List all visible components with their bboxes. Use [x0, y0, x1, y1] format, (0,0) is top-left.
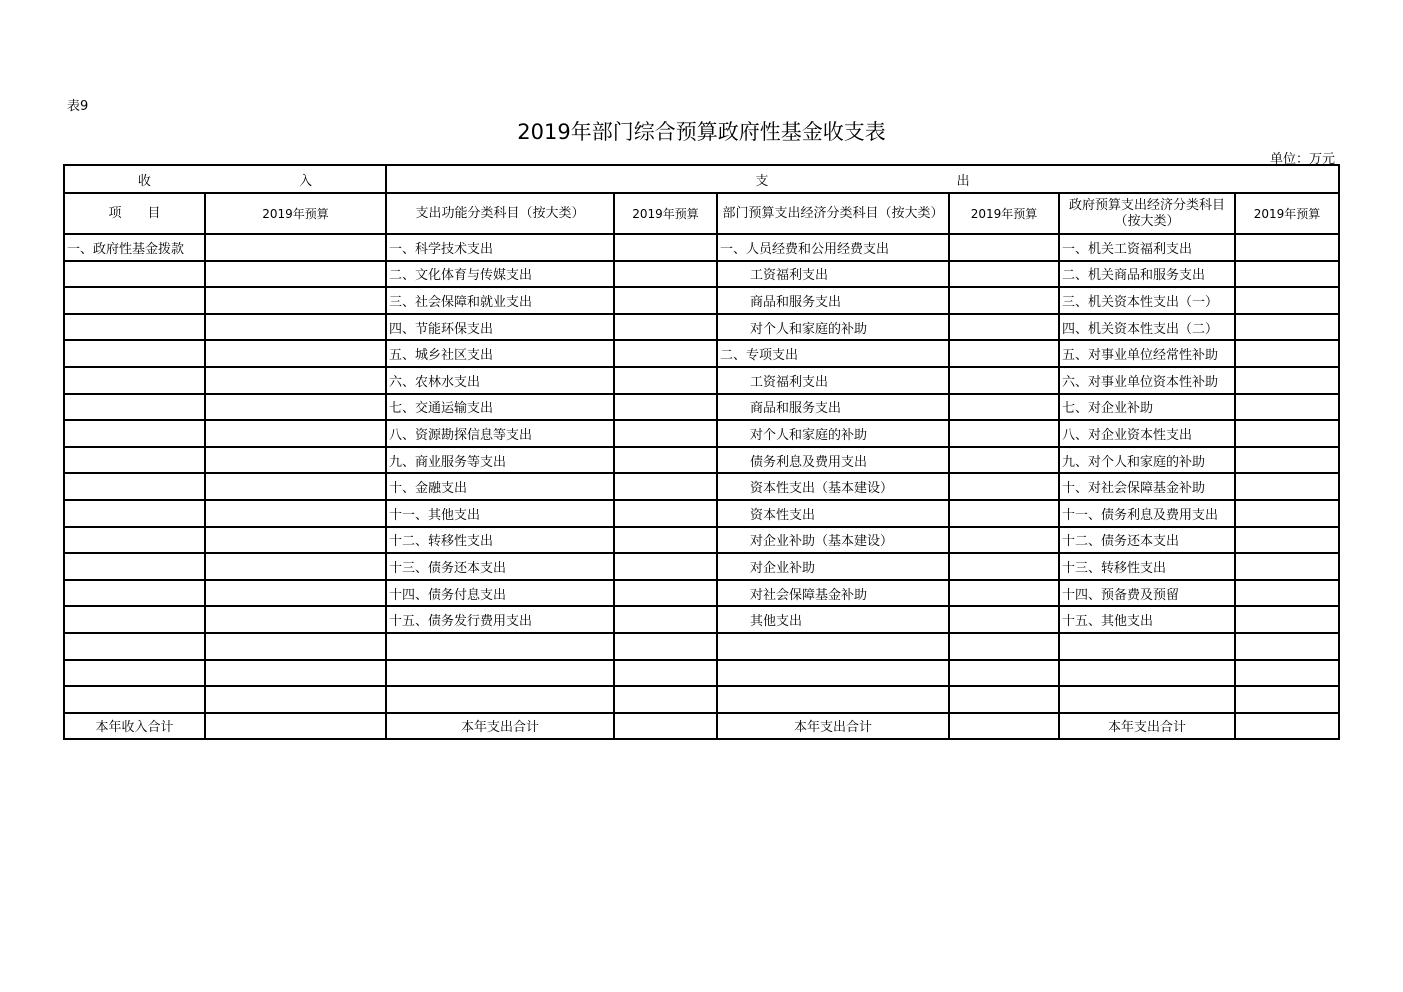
functional-item-cell: 九、商业服务等支出 — [386, 447, 614, 474]
gov-budget-cell — [1235, 527, 1339, 554]
dept-budget-cell — [949, 500, 1059, 527]
income-item-cell — [64, 660, 205, 687]
income-budget-cell — [205, 633, 386, 660]
functional-item-cell: 五、城乡社区支出 — [386, 340, 614, 367]
income-item-cell: 一、政府性基金拨款 — [64, 234, 205, 261]
dept-economic-item-cell: 商品和服务支出 — [717, 394, 949, 421]
table-row — [64, 606, 1339, 633]
dept-economic-item-cell: 工资福利支出 — [717, 367, 949, 394]
income-budget-cell — [205, 394, 386, 421]
gov-budget-cell — [1235, 234, 1339, 261]
dept-budget-cell — [949, 527, 1059, 554]
income-item-cell — [64, 367, 205, 394]
table-number-label: 表9 — [67, 99, 89, 114]
functional-item-cell: 八、资源勘探信息等支出 — [386, 420, 614, 447]
dept-economic-item-cell: 对个人和家庭的补助 — [717, 314, 949, 341]
gov-economic-item-cell — [1059, 686, 1235, 713]
functional-item-cell: 十五、债务发行费用支出 — [386, 606, 614, 633]
dept-total-label: 本年支出合计 — [717, 713, 949, 740]
functional-budget-cell — [614, 660, 717, 687]
income-budget-cell — [205, 340, 386, 367]
functional-item-cell: 十二、转移性支出 — [386, 527, 614, 554]
dept-budget-cell — [949, 367, 1059, 394]
gov-economic-item-cell: 六、对事业单位资本性补助 — [1059, 367, 1235, 394]
gov-total-label: 本年支出合计 — [1059, 713, 1235, 740]
col-header-functional-budget: 2019年预算 — [614, 193, 717, 234]
dept-budget-cell — [949, 420, 1059, 447]
functional-budget-cell — [614, 527, 717, 554]
gov-budget-cell — [1235, 633, 1339, 660]
functional-item-cell: 一、科学技术支出 — [386, 234, 614, 261]
functional-budget-cell — [614, 340, 717, 367]
income-item-cell — [64, 606, 205, 633]
dept-economic-item-cell: 对社会保障基金补助 — [717, 580, 949, 607]
income-budget-cell — [205, 473, 386, 500]
expense-group-char-1: 支 — [755, 173, 769, 189]
document-title: 2019年部门综合预算政府性基金收支表 — [517, 120, 886, 144]
gov-economic-item-cell — [1059, 660, 1235, 687]
gov-economic-item-cell: 十四、预备费及预留 — [1059, 580, 1235, 607]
dept-budget-cell — [949, 261, 1059, 288]
expense-group-header — [386, 165, 1339, 193]
functional-item-cell: 二、文化体育与传媒支出 — [386, 261, 614, 288]
income-budget-cell — [205, 686, 386, 713]
gov-economic-item-cell: 十五、其他支出 — [1059, 606, 1235, 633]
income-budget-cell — [205, 580, 386, 607]
functional-budget-cell — [614, 500, 717, 527]
functional-budget-cell — [614, 394, 717, 421]
table-row — [64, 527, 1339, 554]
income-item-cell — [64, 340, 205, 367]
income-budget-cell — [205, 367, 386, 394]
dept-economic-item-cell: 对企业补助（基本建设） — [717, 527, 949, 554]
col-header-functional: 支出功能分类科目（按大类） — [386, 193, 614, 234]
functional-item-cell: 十四、债务付息支出 — [386, 580, 614, 607]
gov-budget-cell — [1235, 580, 1339, 607]
table-row — [64, 500, 1339, 527]
functional-budget-cell — [614, 473, 717, 500]
income-budget-cell — [205, 234, 386, 261]
income-budget-cell — [205, 447, 386, 474]
income-item-cell — [64, 500, 205, 527]
income-budget-cell — [205, 500, 386, 527]
income-total-value — [205, 713, 386, 740]
table-row — [64, 314, 1339, 341]
col-header-income-budget: 2019年预算 — [205, 193, 386, 234]
table-row — [64, 340, 1339, 367]
functional-budget-cell — [614, 234, 717, 261]
table-row — [64, 261, 1339, 288]
dept-budget-cell — [949, 447, 1059, 474]
dept-budget-cell — [949, 686, 1059, 713]
table-row — [64, 580, 1339, 607]
col-header-gov-budget: 2019年预算 — [1235, 193, 1339, 234]
dept-budget-cell — [949, 287, 1059, 314]
dept-budget-cell — [949, 340, 1059, 367]
gov-economic-item-cell: 七、对企业补助 — [1059, 394, 1235, 421]
functional-item-cell: 七、交通运输支出 — [386, 394, 614, 421]
gov-economic-item-cell: 十、对社会保障基金补助 — [1059, 473, 1235, 500]
dept-budget-cell — [949, 314, 1059, 341]
gov-budget-cell — [1235, 686, 1339, 713]
dept-budget-cell — [949, 394, 1059, 421]
totals-row — [64, 713, 1339, 740]
table-row — [64, 287, 1339, 314]
table-row — [64, 633, 1339, 660]
income-item-cell — [64, 527, 205, 554]
gov-budget-cell — [1235, 367, 1339, 394]
gov-total-value — [1235, 713, 1339, 740]
functional-total-value — [614, 713, 717, 740]
table-row — [64, 234, 1339, 261]
gov-budget-cell — [1235, 553, 1339, 580]
dept-economic-item-cell — [717, 633, 949, 660]
functional-total-label: 本年支出合计 — [386, 713, 614, 740]
column-header-row — [64, 193, 1339, 234]
col-header-item: 项 目 — [64, 193, 205, 234]
gov-economic-item-cell: 十三、转移性支出 — [1059, 553, 1235, 580]
functional-item-cell: 四、节能环保支出 — [386, 314, 614, 341]
dept-total-value — [949, 713, 1059, 740]
gov-budget-cell — [1235, 500, 1339, 527]
income-item-cell — [64, 287, 205, 314]
income-group-char-1: 收 — [137, 173, 151, 189]
gov-economic-item-cell: 十二、债务还本支出 — [1059, 527, 1235, 554]
gov-budget-cell — [1235, 340, 1339, 367]
gov-economic-item-cell: 四、机关资本性支出（二） — [1059, 314, 1235, 341]
dept-budget-cell — [949, 234, 1059, 261]
table-row — [64, 553, 1339, 580]
income-budget-cell — [205, 527, 386, 554]
dept-economic-item-cell — [717, 660, 949, 687]
functional-budget-cell — [614, 580, 717, 607]
functional-budget-cell — [614, 287, 717, 314]
gov-budget-cell — [1235, 261, 1339, 288]
unit-label: 单位：万元 — [1269, 152, 1335, 167]
functional-item-cell: 三、社会保障和就业支出 — [386, 287, 614, 314]
functional-item-cell — [386, 686, 614, 713]
dept-economic-item-cell: 资本性支出 — [717, 500, 949, 527]
gov-economic-item-cell: 五、对事业单位经常性补助 — [1059, 340, 1235, 367]
gov-economic-item-cell: 三、机关资本性支出（一） — [1059, 287, 1235, 314]
functional-budget-cell — [614, 261, 717, 288]
gov-economic-item-cell: 八、对企业资本性支出 — [1059, 420, 1235, 447]
expense-group-char-2: 出 — [956, 173, 970, 189]
income-item-cell — [64, 473, 205, 500]
dept-economic-item-cell — [717, 686, 949, 713]
budget-table — [63, 164, 1340, 740]
income-item-cell — [64, 633, 205, 660]
dept-economic-item-cell: 工资福利支出 — [717, 261, 949, 288]
functional-item-cell: 十一、其他支出 — [386, 500, 614, 527]
gov-budget-cell — [1235, 314, 1339, 341]
functional-budget-cell — [614, 314, 717, 341]
dept-budget-cell — [949, 633, 1059, 660]
table-row — [64, 394, 1339, 421]
table-row — [64, 447, 1339, 474]
functional-item-cell — [386, 633, 614, 660]
functional-item-cell: 十、金融支出 — [386, 473, 614, 500]
income-budget-cell — [205, 606, 386, 633]
income-item-cell — [64, 553, 205, 580]
table-row — [64, 367, 1339, 394]
income-item-cell — [64, 686, 205, 713]
gov-budget-cell — [1235, 473, 1339, 500]
gov-economic-item-cell: 一、机关工资福利支出 — [1059, 234, 1235, 261]
table-row — [64, 473, 1339, 500]
income-group-header — [64, 165, 386, 193]
functional-item-cell: 六、农林水支出 — [386, 367, 614, 394]
dept-economic-item-cell: 对企业补助 — [717, 553, 949, 580]
income-item-cell — [64, 580, 205, 607]
gov-budget-cell — [1235, 660, 1339, 687]
income-budget-cell — [205, 420, 386, 447]
income-item-cell — [64, 447, 205, 474]
dept-budget-cell — [949, 660, 1059, 687]
functional-budget-cell — [614, 686, 717, 713]
dept-budget-cell — [949, 473, 1059, 500]
dept-economic-item-cell: 债务利息及费用支出 — [717, 447, 949, 474]
functional-item-cell: 十三、债务还本支出 — [386, 553, 614, 580]
income-budget-cell — [205, 287, 386, 314]
income-group-char-2: 入 — [299, 173, 313, 189]
dept-economic-item-cell: 资本性支出（基本建设） — [717, 473, 949, 500]
functional-item-cell — [386, 660, 614, 687]
income-budget-cell — [205, 660, 386, 687]
gov-economic-item-cell: 九、对个人和家庭的补助 — [1059, 447, 1235, 474]
income-item-cell — [64, 314, 205, 341]
dept-economic-item-cell: 二、专项支出 — [717, 340, 949, 367]
income-budget-cell — [205, 314, 386, 341]
income-total-label: 本年收入合计 — [64, 713, 205, 740]
gov-economic-item-cell: 二、机关商品和服务支出 — [1059, 261, 1235, 288]
income-item-cell — [64, 261, 205, 288]
table-row — [64, 420, 1339, 447]
dept-economic-item-cell: 商品和服务支出 — [717, 287, 949, 314]
dept-budget-cell — [949, 580, 1059, 607]
gov-economic-item-cell: 十一、债务利息及费用支出 — [1059, 500, 1235, 527]
income-budget-cell — [205, 553, 386, 580]
income-budget-cell — [205, 261, 386, 288]
dept-economic-item-cell: 对个人和家庭的补助 — [717, 420, 949, 447]
dept-economic-item-cell: 一、人员经费和公用经费支出 — [717, 234, 949, 261]
dept-budget-cell — [949, 553, 1059, 580]
table-row — [64, 660, 1339, 687]
dept-economic-item-cell: 其他支出 — [717, 606, 949, 633]
gov-budget-cell — [1235, 606, 1339, 633]
dept-budget-cell — [949, 606, 1059, 633]
gov-budget-cell — [1235, 420, 1339, 447]
gov-economic-item-cell — [1059, 633, 1235, 660]
functional-budget-cell — [614, 633, 717, 660]
col-header-dept-economic: 部门预算支出经济分类科目（按大类） — [717, 193, 949, 234]
col-header-gov-economic: 政府预算支出经济分类科目（按大类） — [1059, 193, 1235, 234]
functional-budget-cell — [614, 553, 717, 580]
income-item-cell — [64, 420, 205, 447]
gov-budget-cell — [1235, 287, 1339, 314]
income-item-cell — [64, 394, 205, 421]
table-row — [64, 686, 1339, 713]
functional-budget-cell — [614, 447, 717, 474]
functional-budget-cell — [614, 420, 717, 447]
col-header-dept-budget: 2019年预算 — [949, 193, 1059, 234]
functional-budget-cell — [614, 606, 717, 633]
gov-budget-cell — [1235, 394, 1339, 421]
group-header-row — [64, 165, 1339, 193]
functional-budget-cell — [614, 367, 717, 394]
gov-budget-cell — [1235, 447, 1339, 474]
